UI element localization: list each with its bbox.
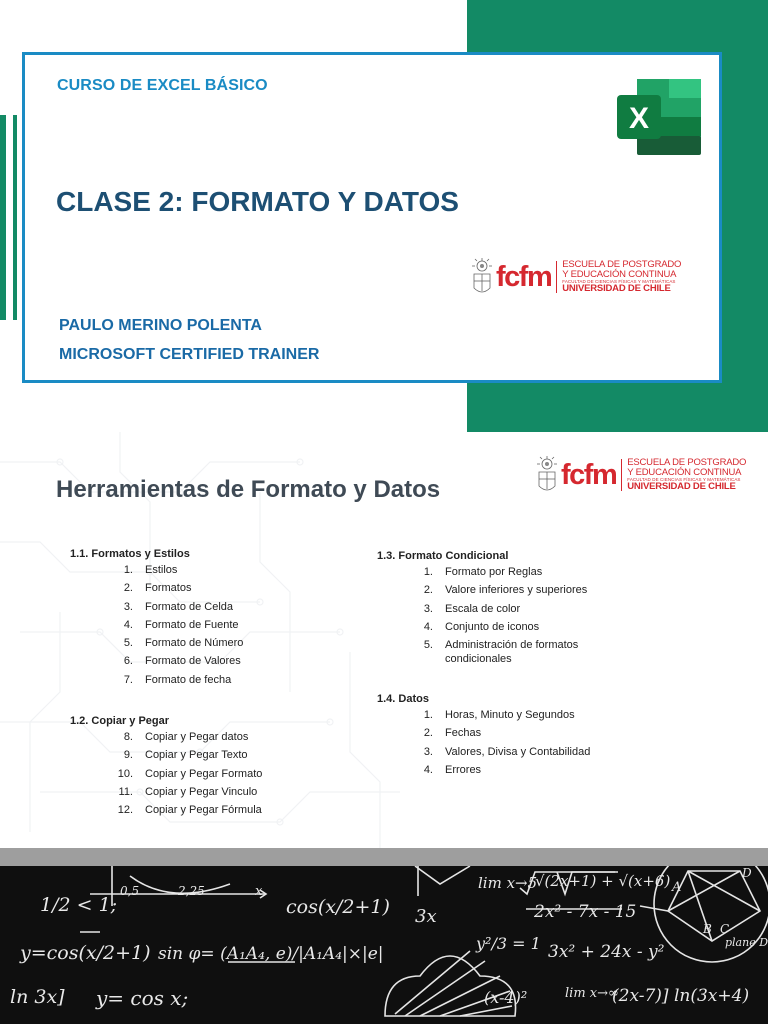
formula-cosine: y=cos(x/2+1) <box>20 942 151 964</box>
formula-polynomial: 3x² + 24x - y² <box>548 942 665 962</box>
item-number: 6. <box>123 655 133 668</box>
list-item <box>70 731 262 745</box>
fcfm-logo <box>472 258 681 296</box>
item-number: 3. <box>423 745 433 758</box>
list-item <box>377 709 590 723</box>
point-d: D <box>742 866 752 880</box>
item-number: 5. <box>123 637 133 650</box>
list-item <box>70 637 243 651</box>
item-text: Valore inferiores y superiores <box>445 584 588 597</box>
axis-label-0-5: 0,5 <box>120 884 140 898</box>
list-item <box>70 804 262 818</box>
section-datos <box>377 693 590 782</box>
logo-line-3: FACULTAD DE CIENCIAS FÍSICAS Y MATEMÁTICAS <box>562 278 676 284</box>
item-text: Copiar y Pegar Vinculo <box>145 785 258 798</box>
formula-sin-phi: sin φ= (A₁A₄, e)/|A₁A₄|×|e| <box>158 944 384 964</box>
list-item <box>377 764 590 778</box>
class-title: CLASE 2: FORMATO Y DATOS <box>56 186 459 217</box>
formula-ln: ln 3x] <box>10 986 65 1008</box>
excel-letter: X <box>628 102 650 135</box>
item-text: Fechas <box>445 727 482 740</box>
slide-heading: Herramientas de Formato y Datos <box>56 476 441 503</box>
excel-logo-icon <box>615 77 703 157</box>
item-number: 8. <box>123 731 133 743</box>
formula-3x: 3x <box>415 906 437 927</box>
item-text: Formatos <box>145 582 192 595</box>
formula-y-squared: y²/3 = 1 <box>476 934 541 953</box>
item-number: 3. <box>123 600 133 613</box>
list-item <box>70 655 243 669</box>
formula-quadratic: 2x² - 7x - 15 <box>534 902 637 922</box>
item-text: Formato de Valores <box>145 655 241 668</box>
section-heading: 1.1. Formatos y Estilos <box>70 548 190 560</box>
logo-line-4: UNIVERSIDAD DE CHILE <box>627 481 736 493</box>
logo-line-3: FACULTAD DE CIENCIAS FÍSICAS Y MATEMÁTICAS <box>627 476 741 482</box>
item-number: 10. <box>117 767 133 780</box>
logo-divider <box>556 261 557 293</box>
item-text: Estilos <box>145 564 178 576</box>
left-accent-stripe <box>0 115 6 320</box>
point-b: B <box>703 922 712 936</box>
item-number: 9. <box>123 749 133 762</box>
logo-line-4: UNIVERSIDAD DE CHILE <box>562 283 671 295</box>
list-item <box>70 601 243 615</box>
item-text: Valores, Divisa y Contabilidad <box>445 745 591 758</box>
item-number: 11. <box>118 785 133 798</box>
item-text: Copiar y Pegar Texto <box>145 749 248 762</box>
item-number: 4. <box>123 618 133 631</box>
logo-line-2: Y EDUCACIÓN CONTINUA <box>562 268 677 280</box>
item-number: 5. <box>423 639 433 652</box>
author-name: PAULO MERINO POLENTA <box>59 317 262 334</box>
item-number: 4. <box>423 620 433 633</box>
list-item <box>70 582 243 596</box>
list-item <box>377 746 590 760</box>
item-text: Formato de Fuente <box>145 618 239 631</box>
item-text: Administración de formatos condicionales <box>445 639 579 665</box>
section-heading: 1.2. Copiar y Pegar <box>70 715 170 727</box>
item-text: Copiar y Pegar datos <box>145 731 249 743</box>
list-item <box>377 584 595 598</box>
left-accent-stripe-thin <box>13 115 17 320</box>
item-text: Formato de Número <box>145 637 244 650</box>
formula-cos-fraction: cos(x/2+1) <box>286 896 390 918</box>
item-text: Formato de Celda <box>145 600 234 613</box>
item-number: 12. <box>117 804 133 817</box>
list-item <box>377 566 595 580</box>
logo-line-1: ESCUELA DE POSTGRADO <box>627 457 747 469</box>
item-number: 3. <box>423 602 433 615</box>
section-copiar-pegar <box>70 715 262 822</box>
axis-label-x: x <box>255 884 263 899</box>
logo-text <box>562 260 681 294</box>
fcfm-wordmark: fcfm <box>496 260 552 293</box>
item-number: 2. <box>423 584 433 597</box>
section-formato-condicional <box>377 550 595 671</box>
title-slide <box>0 0 768 432</box>
fcfm-wordmark: fcfm <box>561 458 617 491</box>
logo-text <box>627 458 746 492</box>
chalkboard-image <box>0 866 768 1024</box>
list-item <box>70 768 262 782</box>
list-item <box>70 564 243 578</box>
item-text: Formato de fecha <box>145 673 232 686</box>
formula-ln-product: (2x-7)] ln(3x+4) <box>612 986 750 1006</box>
formula-sqrt: √(2x+1) + √(x+6) <box>535 872 671 890</box>
list-item <box>70 619 243 633</box>
item-text: Copiar y Pegar Fórmula <box>145 804 262 817</box>
item-number: 7. <box>123 673 133 686</box>
formula-fraction: 1/2 < 1; <box>40 894 118 916</box>
formula-lim-inf: lim x→∞ <box>565 986 619 1001</box>
logo-line-2: Y EDUCACIÓN CONTINUA <box>627 466 742 478</box>
item-text: Horas, Minuto y Segundos <box>445 709 575 721</box>
separator-band <box>0 848 768 866</box>
item-number: 1. <box>423 709 433 721</box>
formula-lim-5: lim x→5 <box>478 874 538 892</box>
university-crest-icon <box>537 456 557 494</box>
item-number: 2. <box>123 582 133 595</box>
item-number: 4. <box>423 763 433 776</box>
item-text: Errores <box>445 763 482 776</box>
university-crest-icon <box>472 258 492 296</box>
course-name: CURSO DE EXCEL BÁSICO <box>57 77 268 94</box>
list-item <box>377 621 595 635</box>
section-heading: 1.4. Datos <box>377 693 429 705</box>
contents-slide <box>0 432 768 848</box>
item-text: Escala de color <box>445 602 521 615</box>
item-text: Copiar y Pegar Formato <box>145 767 263 780</box>
title-card <box>22 52 722 383</box>
item-number: 1. <box>423 566 433 578</box>
item-number: 1. <box>123 564 133 576</box>
item-text: Conjunto de iconos <box>445 620 540 633</box>
list-item <box>70 786 262 800</box>
section-formatos-estilos <box>70 548 243 692</box>
section-heading: 1.3. Formato Condicional <box>377 550 509 562</box>
plane-label: plane D <box>725 936 768 949</box>
list-item <box>70 674 243 688</box>
logo-divider <box>621 459 622 491</box>
author-certification: MICROSOFT CERTIFIED TRAINER <box>59 346 320 363</box>
formula-x-minus-4: (x-4)² <box>484 988 528 1007</box>
logo-line-1: ESCUELA DE POSTGRADO <box>562 259 682 271</box>
list-item <box>377 603 595 617</box>
item-text: Formato por Reglas <box>445 566 543 578</box>
list-item <box>377 727 590 741</box>
item-number: 2. <box>423 727 433 740</box>
fcfm-logo-small <box>537 456 746 494</box>
formula-cos-x: y= cos x; <box>96 986 189 1010</box>
list-item <box>377 639 595 666</box>
list-item <box>70 749 262 763</box>
point-c: C <box>720 922 730 936</box>
axis-label-2-25: 2,25 <box>178 884 205 898</box>
point-a: A <box>672 880 682 895</box>
